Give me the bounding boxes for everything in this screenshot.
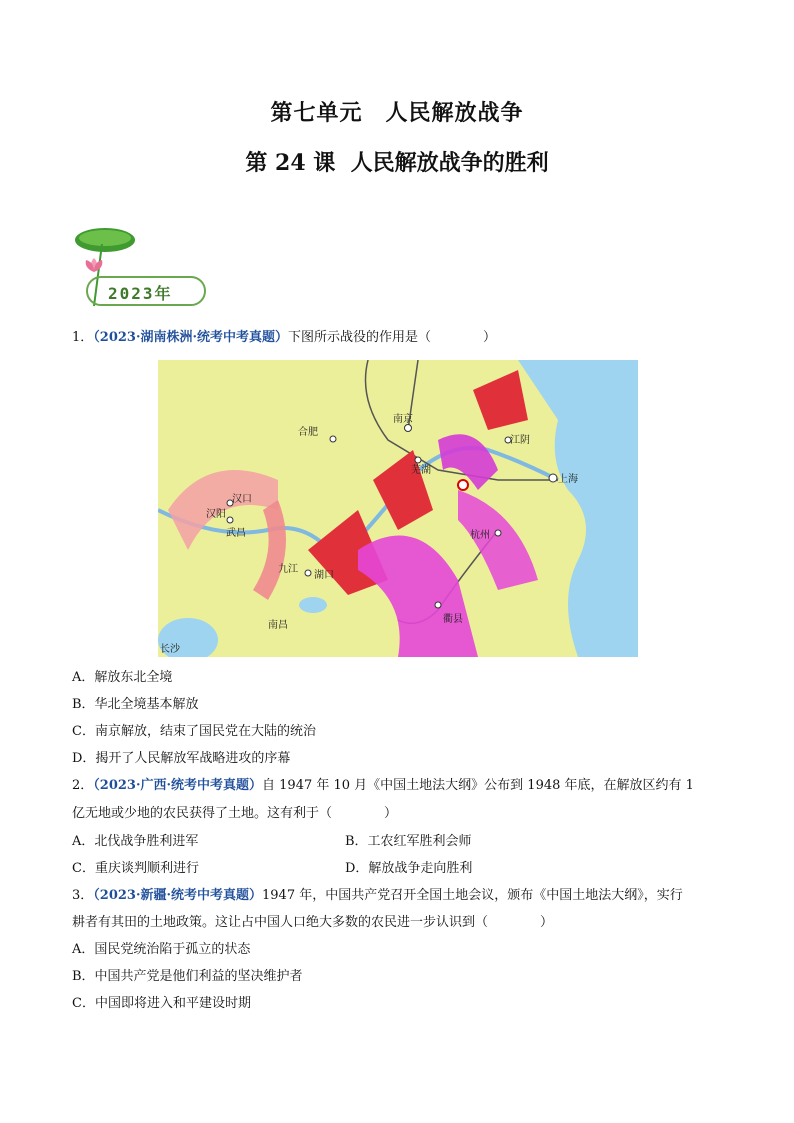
q1-option-c: C．南京解放，结束了国民党在大陆的统治 bbox=[72, 724, 316, 739]
battle-map bbox=[158, 360, 638, 657]
svg-text:武昌: 武昌 bbox=[226, 528, 246, 539]
question-2 bbox=[72, 776, 732, 796]
svg-text:衢县: 衢县 bbox=[443, 614, 463, 625]
svg-text:南京: 南京 bbox=[393, 414, 413, 425]
svg-text:江阴: 江阴 bbox=[510, 435, 530, 446]
q1-option-a: A．解放东北全境 bbox=[72, 670, 173, 685]
svg-text:合肥: 合肥 bbox=[298, 427, 318, 438]
q1-option-d: D．揭开了人民解放军战略进攻的序幕 bbox=[72, 751, 291, 766]
question-source: （2023·广西·统考中考真题） bbox=[93, 778, 263, 793]
svg-text:九江: 九江 bbox=[278, 564, 298, 575]
lesson-title: 第 24 课 人民解放战争的胜利 bbox=[245, 150, 549, 176]
question-2-line2: 亿无地或少地的农民获得了土地。这有利于（ ） bbox=[72, 806, 398, 821]
question-source: （2023·湖南株洲·统考中考真题） bbox=[93, 330, 289, 345]
q2-option-c: C．重庆谈判顺利进行 bbox=[72, 861, 199, 876]
svg-text:上海: 上海 bbox=[558, 474, 578, 485]
question-stem: 下图所示战役的作用是（ ） bbox=[288, 330, 497, 345]
question-source: （2023·新疆·统考中考真题） bbox=[93, 888, 263, 903]
question-1 bbox=[72, 328, 732, 348]
q2-option-a: A．北伐战争胜利进军 bbox=[72, 834, 199, 849]
question-3 bbox=[72, 886, 732, 906]
svg-text:芜湖: 芜湖 bbox=[411, 465, 431, 476]
question-3-line2: 耕者有其田的土地政策。这让占中国人口绝大多数的农民进一步认识到（ ） bbox=[72, 915, 554, 930]
svg-text:南昌: 南昌 bbox=[268, 620, 288, 631]
svg-text:湖口: 湖口 bbox=[314, 570, 334, 581]
question-number: 2． bbox=[72, 778, 94, 793]
question-number: 3． bbox=[72, 888, 94, 903]
q2-option-b: B．工农红军胜利会师 bbox=[345, 834, 472, 849]
q3-option-a: A．国民党统治陷于孤立的状态 bbox=[72, 942, 251, 957]
svg-text:汉阳: 汉阳 bbox=[206, 509, 226, 520]
year-badge: 2023年 bbox=[108, 284, 173, 303]
svg-text:长沙: 长沙 bbox=[160, 644, 180, 655]
question-number: 1． bbox=[72, 330, 94, 345]
q3-option-c: C．中国即将进入和平建设时期 bbox=[72, 996, 251, 1011]
question-stem: 1947 年，中国共产党召开全国土地会议，颁布《中国土地法大纲》，实行 bbox=[262, 888, 683, 903]
q1-option-b: B．华北全境基本解放 bbox=[72, 697, 199, 712]
question-stem: 自 1947 年 10 月《中国土地法大纲》公布到 1948 年底，在解放区约有 1 bbox=[262, 778, 694, 793]
svg-text:杭州: 杭州 bbox=[470, 530, 490, 541]
q2-option-d: D．解放战争走向胜利 bbox=[345, 861, 473, 876]
unit-title: 第七单元 人民解放战争 bbox=[270, 100, 524, 126]
q3-option-b: B．中国共产党是他们利益的坚决维护者 bbox=[72, 969, 303, 984]
svg-text:汉口: 汉口 bbox=[232, 494, 252, 505]
